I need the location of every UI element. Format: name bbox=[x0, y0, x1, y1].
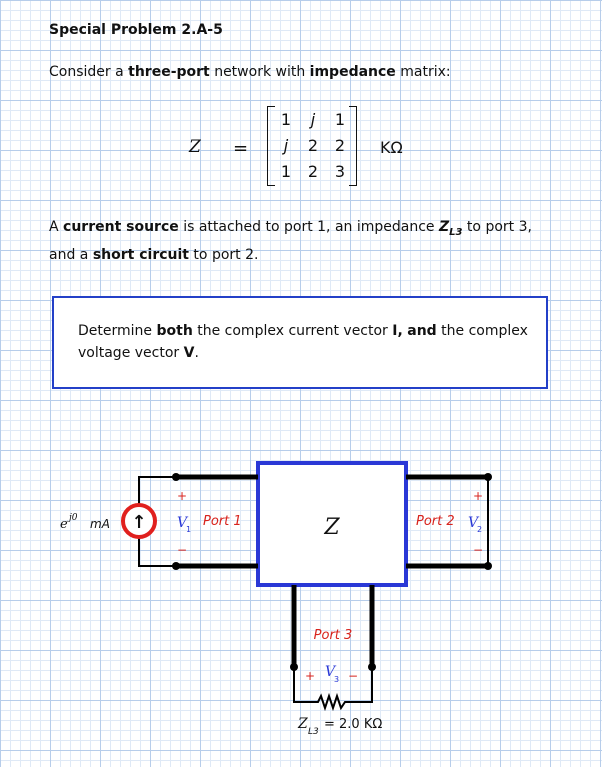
v1-minus: − bbox=[176, 543, 188, 557]
intro-mid: network with bbox=[209, 64, 310, 80]
matrix-cell: 1 bbox=[334, 110, 346, 129]
matrix-symbol: Z bbox=[189, 137, 201, 157]
load-label-subscript: L3 bbox=[308, 727, 319, 737]
problem-title: Special Problem 2.A-5 bbox=[49, 22, 223, 38]
problem-paragraph: A current source is attached to port 1, an impedance $Z_{L3}$ to port 3, and a short circuit to port 2. bbox=[49, 219, 532, 263]
port2-label: Port 2 bbox=[416, 514, 455, 529]
source-wire-top bbox=[139, 477, 176, 504]
v2-minus: − bbox=[472, 543, 484, 557]
v3-symbol: V bbox=[325, 664, 336, 680]
intro-post: matrix: bbox=[395, 64, 451, 80]
bold-short-circuit: short circuit bbox=[92, 246, 189, 263]
matrix-cell: j bbox=[310, 110, 316, 129]
v3-minus: − bbox=[347, 669, 359, 683]
v1-symbol: V bbox=[177, 515, 188, 531]
zl3-symbol: Z bbox=[438, 219, 450, 235]
intro-bold-three-port: three-port bbox=[128, 64, 210, 80]
load-label-value: = 2.0 KΩ bbox=[324, 717, 383, 732]
v1-subscript: 1 bbox=[186, 525, 192, 534]
matrix-equals: = bbox=[233, 138, 249, 159]
port1-label: Port 1 bbox=[203, 514, 242, 529]
v2-plus: + bbox=[472, 489, 484, 503]
port3-label: Port 3 bbox=[313, 628, 353, 643]
matrix-cell: j bbox=[283, 136, 289, 155]
port2-bottom-terminal bbox=[484, 562, 492, 570]
v3-subscript: 3 bbox=[334, 675, 340, 684]
bold-current-source: current source bbox=[63, 219, 179, 235]
matrix-cell: 2 bbox=[307, 136, 319, 155]
port2-top-terminal bbox=[484, 473, 492, 481]
intro-bold-impedance: impedance bbox=[309, 64, 396, 80]
matrix-unit: KΩ bbox=[380, 138, 403, 157]
v2-symbol: V bbox=[468, 515, 479, 531]
matrix-cell: 2 bbox=[334, 136, 346, 155]
matrix-cell: 2 bbox=[307, 162, 319, 181]
v2-subscript: 2 bbox=[477, 525, 483, 534]
v3-plus: + bbox=[304, 669, 316, 683]
intro-pre: Consider a bbox=[49, 64, 129, 80]
load-label-base: Z bbox=[298, 716, 308, 732]
source-wire-bottom bbox=[139, 538, 176, 566]
network-symbol: Z bbox=[324, 515, 340, 540]
v1-plus: + bbox=[176, 489, 188, 503]
matrix-cell: 1 bbox=[280, 110, 292, 129]
task-text: Determine both the complex current vector I, and the complex voltage vector V. bbox=[78, 323, 528, 361]
matrix-cell: 1 bbox=[280, 162, 292, 181]
source-label-base: e bbox=[60, 517, 68, 532]
source-label-unit: mA bbox=[90, 517, 110, 531]
matrix-cell: 3 bbox=[334, 162, 346, 181]
source-label-exponent: j0 bbox=[69, 513, 78, 523]
arrow-up-icon: ↑ bbox=[131, 512, 147, 533]
